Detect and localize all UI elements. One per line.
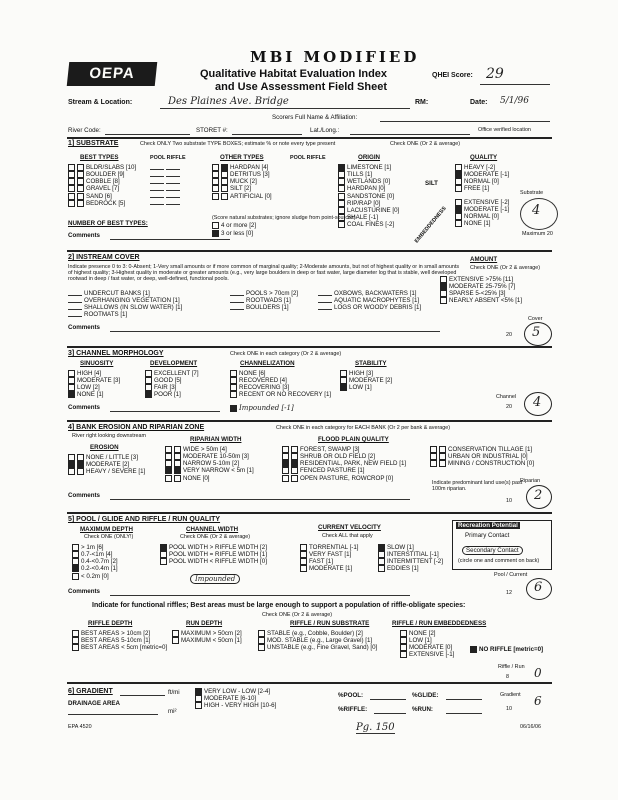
check-one-note: Check ONE (Or 2 & average) [390, 141, 461, 147]
river-right-note: River right looking downstream [72, 433, 147, 439]
origin-item[interactable]: COAL FINES [-2] [338, 221, 399, 228]
quality-item[interactable]: NORMAL [0] [455, 213, 509, 220]
form-id: EPA 4520 [68, 724, 92, 730]
section-divider [67, 512, 552, 514]
amount-options [440, 276, 522, 305]
max-depth-item[interactable]: < 0.2m [0] [72, 573, 118, 580]
development-item[interactable]: FAIR [3] [145, 384, 199, 391]
amount-option[interactable]: SPARSE 5-<25% [3] [440, 290, 522, 297]
substrate-comments-label: Comments [68, 232, 100, 239]
sinuosity-item[interactable]: HIGH [4] [68, 370, 120, 377]
run-depth-list [172, 630, 242, 644]
quality-item[interactable]: NONE [1] [455, 220, 509, 227]
riffle-substrate-list [258, 630, 377, 651]
pool-riffle-label: POOL RIFFLE [150, 155, 186, 161]
sinuosity-item[interactable]: LOW [2] [68, 384, 120, 391]
channel-width-item[interactable]: POOL WIDTH = RIFFLE WIDTH [1] [160, 551, 267, 558]
riffle-substrate-item[interactable]: STABLE (e.g., Cobble, Boulder) [2] [258, 630, 377, 637]
quality-item[interactable]: MODERATE [-1] [455, 206, 509, 213]
secondary-contact[interactable]: Secondary Contact [462, 546, 523, 555]
origin-label: ORIGIN [358, 154, 381, 161]
cover-item[interactable]: ROOTWADS [1] [230, 297, 298, 304]
current-list-left [300, 544, 359, 573]
cover-item[interactable]: POOLS > 70cm [2] [230, 290, 298, 297]
channelization-label: CHANNELIZATION [240, 360, 295, 367]
cover-item[interactable]: UNDERCUT BANKS [1] [68, 290, 182, 297]
best-types-label: BEST TYPES [80, 154, 119, 161]
gradient-unit: ft/mi [168, 689, 180, 696]
channel-width-label: CHANNEL WIDTH [186, 526, 239, 533]
gradient-max: 10 [506, 706, 512, 712]
recreation-label: Recreation Potential [458, 522, 518, 529]
qhei-score-label: QHEI Score: [432, 72, 473, 79]
channelization-item[interactable]: NONE [6] [230, 370, 331, 377]
max-depth-item[interactable]: 0.7-<1m [4] [72, 551, 118, 558]
section-divider [67, 682, 552, 684]
amount-label: AMOUNT [470, 256, 498, 263]
channel-heading: 3] CHANNEL MORPHOLOGY [68, 350, 164, 357]
floodplain-list-left [282, 446, 406, 482]
pool-score[interactable]: 6 [534, 580, 543, 595]
riffle-embedded-item[interactable]: MODERATE [0] [400, 644, 454, 651]
cover-col-2 [230, 290, 298, 311]
sinuosity-label: SINUOSITY [80, 360, 114, 367]
channel-width-note: Check ONE (Or 2 & average) [180, 534, 251, 540]
section-divider [67, 137, 552, 139]
origin-item[interactable]: WETLANDS [0] [338, 178, 399, 185]
pool-heading: 5] POOL / GLIDE AND RIFFLE / RUN QUALITY [68, 516, 221, 523]
development-item[interactable]: GOOD [5] [145, 377, 199, 384]
origin-item[interactable]: SANDSTONE [0] [338, 193, 399, 200]
riparian-item[interactable]: VERY NARROW < 5m [1] [165, 467, 254, 474]
scorers-label: Scorers Full Name & Affiliation: [272, 114, 358, 121]
number-opt-4[interactable]: 4 or more [2] [212, 222, 256, 229]
riffle-score[interactable]: 0 [534, 666, 542, 680]
circle-note: (circle one and comment on back) [458, 558, 540, 564]
origin-item[interactable]: HARDPAN [0] [338, 185, 399, 192]
impounded-option[interactable]: Impounded [-1] [230, 404, 294, 412]
erosion-item[interactable]: NONE / LITTLE [3] [68, 454, 145, 461]
riparian-width-label: RIPARIAN WIDTH [190, 436, 242, 443]
origin-item[interactable]: LIMESTONE [1] [338, 164, 399, 171]
current-item[interactable]: VERY FAST [1] [300, 551, 359, 558]
best-type-item[interactable]: GRAVEL [7] [68, 185, 136, 192]
current-item[interactable]: INTERMITTENT [-2] [378, 558, 443, 565]
erosion-label: EROSION [90, 444, 119, 451]
riparian-score-label: Riparian [520, 478, 541, 484]
riffle-embedded-item[interactable]: EXTENSIVE [-1] [400, 651, 454, 658]
riffle-depth-item[interactable]: BEST AREAS > 10cm [2] [72, 630, 167, 637]
stability-item[interactable]: LOW [1] [340, 384, 392, 391]
cover-col-3 [318, 290, 421, 311]
cover-score-label: Cover [528, 316, 543, 322]
pool-score-label: Pool / Current [494, 572, 528, 578]
sludge-note: (Score natural substrates; ignore sludge from point-sources) [212, 215, 356, 221]
riparian-max: 10 [506, 498, 512, 504]
quality-label: QUALITY [470, 154, 498, 161]
floodplain-item[interactable]: MINING / CONSTRUCTION [0] [430, 460, 534, 467]
other-type-item[interactable]: HARDPAN [4] [212, 164, 272, 171]
best-types-pct [150, 164, 182, 206]
riparian-item[interactable]: NONE [0] [165, 475, 254, 482]
gradient-score[interactable]: 6 [534, 694, 542, 708]
development-label: DEVELOPMENT [150, 360, 198, 367]
office-verified-label: Office verified location [478, 127, 531, 133]
other-type-item[interactable]: SILT [2] [212, 185, 272, 192]
pool-riffle-label-2: POOL RIFFLE [290, 155, 326, 161]
other-types-label: OTHER TYPES [220, 154, 264, 161]
floodplain-item[interactable]: URBAN OR INDUSTRIAL [0] [430, 453, 534, 460]
channel-score-label: Channel [496, 394, 517, 400]
max-depth-item[interactable]: 0.4-<0.7m [2] [72, 558, 118, 565]
riparian-score[interactable]: 2 [534, 488, 543, 503]
substrate-note: Check ONLY Two substrate TYPE BOXES; estimate % or note every type present [140, 141, 336, 147]
form-subtitle: and Use Assessment Field Sheet [215, 81, 387, 93]
floodplain-item[interactable]: RESIDENTIAL, PARK, NEW FIELD [1] [282, 460, 406, 467]
cover-item[interactable]: ROOTMATS [1] [68, 311, 182, 318]
best-type-item[interactable]: SAND [6] [68, 193, 136, 200]
channel-max: 20 [506, 404, 512, 410]
run-depth-item[interactable]: MAXIMUM > 50cm [2] [172, 630, 242, 637]
gradient-option[interactable]: MODERATE [6-10] [195, 695, 276, 702]
embeddedness-label: EMBEDDEDNESS [413, 205, 448, 245]
section-divider [67, 346, 552, 348]
other-types-list [212, 164, 272, 200]
origin-item[interactable]: LACUSTURINE [0] [338, 207, 399, 214]
rm-label: RM: [415, 99, 429, 106]
riffle-embedded-label: RIFFLE / RUN EMBEDDEDNESS [392, 620, 487, 627]
floodplain-item[interactable]: CONSERVATION TILLAGE [1] [430, 446, 534, 453]
best-type-item[interactable]: COBBLE [8] [68, 178, 136, 185]
erosion-item[interactable]: HEAVY / SEVERE [1] [68, 468, 145, 475]
development-item[interactable]: EXCELLENT [7] [145, 370, 199, 377]
stability-item[interactable]: MODERATE [2] [340, 377, 392, 384]
sinuosity-item[interactable]: NONE [1] [68, 391, 120, 398]
floodplain-label: FLOOD PLAIN QUALITY [318, 436, 389, 443]
sinuosity-list [68, 370, 120, 399]
riffle-check-note: Check ONE (Or 2 & average) [262, 612, 333, 618]
substrate-max-label: Maximum 20 [522, 231, 553, 237]
other-type-item[interactable]: ARTIFICIAL [0] [212, 193, 272, 200]
substrate-score[interactable]: 4 [532, 203, 541, 218]
gradient-option[interactable]: VERY LOW - LOW [2-4] [195, 688, 276, 695]
amount-option[interactable]: EXTENSIVE >75% [11] [440, 276, 522, 283]
cover-comments-label: Comments [68, 324, 100, 331]
amount-note: Check ONE (Or 2 & average) [470, 265, 541, 271]
stability-label: STABILITY [355, 360, 387, 367]
pool-pct-label: %POOL: [338, 692, 364, 699]
max-depth-note: Check ONE (ONLY!) [84, 534, 134, 540]
riparian-item[interactable]: MODERATE 10-50m [3] [165, 453, 254, 460]
other-type-item[interactable]: DETRITUS [3] [212, 171, 272, 178]
current-item[interactable]: MODERATE [1] [300, 565, 359, 572]
amount-option[interactable]: MODERATE 25-75% [7] [440, 283, 522, 290]
gradient-heading: 6] GRADIENT [68, 688, 113, 695]
sinuosity-item[interactable]: MODERATE [3] [68, 377, 120, 384]
max-depth-label: MAXIMUM DEPTH [80, 526, 133, 533]
riffle-substrate-label: RIFFLE / RUN SUBSTRATE [290, 620, 370, 627]
bank-erosion-note: Check ONE in each category for EACH BANK (Or 2 per bank & average) [276, 425, 451, 431]
impounded-note[interactable]: Impounded [190, 574, 240, 584]
quality-embedded-list [455, 199, 509, 228]
development-list [145, 370, 199, 399]
gradient-option[interactable]: HIGH - VERY HIGH [10-6] [195, 702, 276, 709]
riffle-embedded-item[interactable]: LOW [1] [400, 637, 454, 644]
floodplain-item[interactable]: SHRUB OR OLD FIELD [2] [282, 453, 406, 460]
quality-item[interactable]: EXTENSIVE [-2] [455, 199, 509, 206]
storet-label: STORET #: [196, 127, 228, 134]
substrate-heading: 1] SUBSTRATE [68, 140, 119, 147]
riffle-score-label: Riffle / Run [498, 664, 525, 670]
instream-cover-note: Indicate presence 0 to 3: 0-Absent; 1-Very small amounts or if more common of marginal quality; 2-Moderate amounts, but not of highest quality or in small amounts of highest quality; 3-Highest quality in moderate or greater amounts (e.g., very large boulders in deep or fast water, large diameter log that is stable, well developed rootwad in deep / fast water, or deep, well-defined, functional pools. [68, 264, 460, 282]
development-item[interactable]: POOR [1] [145, 391, 199, 398]
glide-pct-label: %GLIDE: [412, 692, 439, 699]
channel-width-item[interactable]: POOL WIDTH < RIFFLE WIDTH [0] [160, 558, 267, 565]
cover-item[interactable]: AQUATIC MACROPHYTES [1] [318, 297, 421, 304]
page-note: Pg. 150 [356, 722, 395, 733]
quality-silt-list [455, 164, 509, 193]
max-depth-item[interactable]: > 1m [6] [72, 544, 118, 551]
run-depth-item[interactable]: MAXIMUM < 50cm [1] [172, 637, 242, 644]
no-riffle-option[interactable]: NO RIFFLE [metric=0] [470, 646, 543, 653]
riffle-pct-label: %RIFFLE: [338, 706, 368, 713]
riffle-embedded-list [400, 630, 454, 659]
stream-location-label: Stream & Location: [68, 99, 133, 106]
floodplain-item[interactable]: FENCED PASTURE [1] [282, 467, 406, 474]
best-type-item[interactable]: BOULDER [9] [68, 171, 136, 178]
best-type-item[interactable]: BLDR/SLABS [10] [68, 164, 136, 171]
riffle-max: 8 [506, 674, 509, 680]
cover-item[interactable]: BOULDERS [1] [230, 304, 298, 311]
floodplain-item[interactable]: FOREST, SWAMP [3] [282, 446, 406, 453]
pool-comments-label: Comments [68, 588, 100, 595]
best-types-list [68, 164, 136, 207]
form-title: Qualitative Habitat Evaluation Index [200, 68, 388, 80]
riparian-list [165, 446, 254, 482]
substrate-score-label: Substrate [520, 190, 544, 196]
riffle-depth-item[interactable]: BEST AREAS 5-10cm [1] [72, 637, 167, 644]
stability-item[interactable]: HIGH [3] [340, 370, 392, 377]
cover-item[interactable]: OXBOWS, BACKWATERS [1] [318, 290, 421, 297]
quality-item[interactable]: FREE [1] [455, 185, 509, 192]
current-item[interactable]: INTERSTITIAL [-1] [378, 551, 443, 558]
riffle-note: Indicate for functional riffles; Best areas must be large enough to support a population of riffle-obligate species: [92, 602, 466, 609]
riffle-embedded-item[interactable]: NONE [2] [400, 630, 454, 637]
erosion-list [68, 454, 145, 475]
riffle-depth-label: RIFFLE DEPTH [88, 620, 133, 627]
riffle-substrate-item[interactable]: UNSTABLE (e.g., Fine Gravel, Sand) [0] [258, 644, 377, 651]
primary-contact[interactable]: Primary Contact [465, 532, 510, 539]
number-best-types-label: NUMBER OF BEST TYPES: [68, 220, 148, 227]
current-item[interactable]: EDDIES [1] [378, 565, 443, 572]
instream-cover-heading: 2] INSTREAM COVER [68, 254, 140, 261]
run-pct-label: %RUN: [412, 706, 433, 713]
current-item[interactable]: SLOW [1] [378, 544, 443, 551]
stability-list [340, 370, 392, 391]
latlong-label: Lat./Long.: [310, 127, 340, 134]
current-item[interactable]: FAST [1] [300, 558, 359, 565]
max-depth-item[interactable]: 0.2-<0.4m [1] [72, 565, 118, 572]
channelization-item[interactable]: RECOVERING [3] [230, 384, 331, 391]
river-code-label: River Code: [68, 127, 101, 134]
channel-comments-label: Comments [68, 404, 100, 411]
origin-item[interactable]: SHALE [-1] [338, 214, 399, 221]
channelization-item[interactable]: RECENT OR NO RECOVERY [1] [230, 391, 331, 398]
channel-note: Check ONE in each category (Or 2 & average) [230, 351, 342, 357]
oepa-logo: OEPA [67, 62, 158, 86]
best-type-item[interactable]: BEDROCK [5] [68, 200, 136, 207]
channel-width-item[interactable]: POOL WIDTH > RIFFLE WIDTH [2] [160, 544, 267, 551]
date-value[interactable]: 5/1/96 [500, 96, 529, 106]
amount-option[interactable]: NEARLY ABSENT <5% [1] [440, 297, 522, 304]
floodplain-list-right [430, 446, 534, 467]
mbi-modified-stamp: MBI MODIFIED [250, 48, 420, 66]
pool-max: 12 [506, 590, 512, 596]
substrate-max: 20 [546, 231, 553, 237]
riffle-depth-item[interactable]: BEST AREAS < 5cm [metric=0] [72, 644, 167, 651]
section-divider [67, 420, 552, 422]
cover-max: 20 [506, 332, 512, 338]
quality-item[interactable]: HEAVY [-2] [455, 164, 509, 171]
origin-item[interactable]: TILLS [1] [338, 171, 399, 178]
qhei-score-value[interactable]: 29 [486, 66, 504, 82]
origin-item[interactable]: RIP/RAP [0] [338, 200, 399, 207]
cover-item[interactable]: SHALLOWS (IN SLOW WATER) [1] [68, 304, 182, 311]
drainage-unit: mi² [168, 708, 177, 715]
riffle-depth-list [72, 630, 167, 651]
cover-score[interactable]: 5 [532, 325, 541, 340]
current-item[interactable]: TORRENTIAL [-1] [300, 544, 359, 551]
quality-item[interactable]: MODERATE [-1] [455, 171, 509, 178]
channel-width-list [160, 544, 267, 565]
quality-item[interactable]: NORMAL [0] [455, 178, 509, 185]
cover-col-1 [68, 290, 182, 318]
current-velocity-label: CURRENT VELOCITY [318, 524, 381, 531]
floodplain-item[interactable]: OPEN PASTURE, ROWCROP [0] [282, 475, 406, 482]
other-type-item[interactable]: MUCK [2] [212, 178, 272, 185]
run-depth-label: RUN DEPTH [186, 620, 223, 627]
drainage-label: DRAINAGE AREA [68, 700, 121, 707]
riparian-item[interactable]: NARROW 5-10m [2] [165, 460, 254, 467]
gradient-score-label: Gradient [500, 692, 521, 698]
bank-erosion-heading: 4] BANK EROSION AND RIPARIAN ZONE [68, 424, 205, 431]
current-note: Check ALL that apply [322, 533, 373, 539]
current-list-right [378, 544, 443, 573]
cover-item[interactable]: LOGS OR WOODY DEBRIS [1] [318, 304, 421, 311]
channelization-list [230, 370, 331, 399]
max-depth-list [72, 544, 118, 580]
erosion-item[interactable]: MODERATE [2] [68, 461, 145, 468]
channelization-item[interactable]: RECOVERED [4] [230, 377, 331, 384]
predominant-note: Indicate predominant land use(s) past 100m riparian. [432, 480, 523, 492]
channel-score[interactable]: 4 [533, 395, 542, 410]
date-label: Date: [470, 99, 488, 106]
section-divider [67, 250, 552, 252]
silt-label: SILT [425, 180, 438, 187]
gradient-options [195, 688, 276, 709]
riparian-item[interactable]: WIDE > 50m [4] [165, 446, 254, 453]
riffle-substrate-item[interactable]: MOD. STABLE (e.g., Large Gravel) [1] [258, 637, 377, 644]
number-opt-3[interactable]: 3 or less [0] [212, 230, 253, 237]
footer-date-code: 06/16/06 [520, 724, 541, 730]
stream-location-value[interactable]: Des Plaines Ave. Bridge [168, 96, 289, 107]
bank-comments-label: Comments [68, 492, 100, 499]
cover-item[interactable]: OVERHANGING VEGETATION [1] [68, 297, 182, 304]
